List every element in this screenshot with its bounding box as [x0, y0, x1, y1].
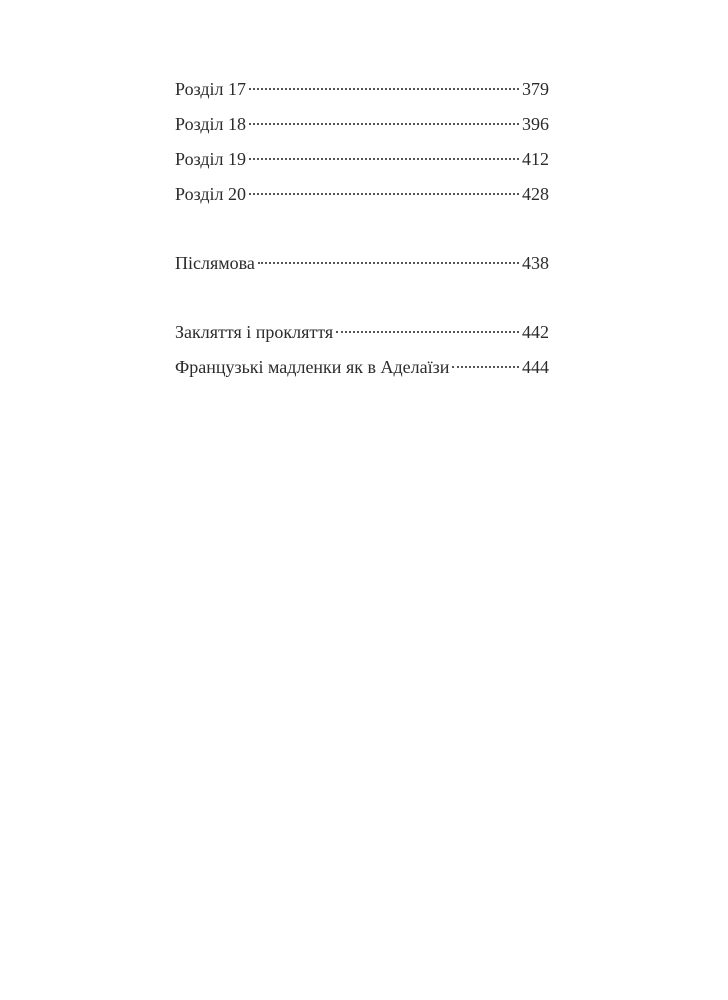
dot-leader [249, 123, 519, 125]
toc-entry[interactable] [175, 177, 549, 212]
toc-entry[interactable] [175, 107, 549, 142]
toc-entry-page: 412 [522, 149, 549, 169]
toc-entry[interactable] [175, 142, 549, 177]
toc-entry[interactable] [175, 246, 549, 281]
toc-entry-page: 444 [522, 357, 549, 377]
toc-entry-page: 428 [522, 184, 549, 204]
toc-entry-title: Французькі мадленки як в Аделаїзи [175, 357, 450, 377]
dot-leader [249, 158, 519, 160]
toc-group-chapters [175, 72, 549, 212]
toc-entry[interactable] [175, 350, 549, 385]
toc-entry-title: Післямова [175, 253, 255, 273]
toc-group-appendix [175, 315, 549, 385]
toc-entry[interactable] [175, 72, 549, 107]
toc-entry-title: Розділ 17 [175, 79, 246, 99]
toc-entry-page: 442 [522, 322, 549, 342]
toc-entry-title: Розділ 18 [175, 114, 246, 134]
toc-entry-page: 379 [522, 79, 549, 99]
toc-entry-page: 438 [522, 253, 549, 273]
toc-entry[interactable] [175, 315, 549, 350]
table-of-contents [175, 72, 549, 385]
toc-entry-page: 396 [522, 114, 549, 134]
dot-leader [249, 88, 519, 90]
dot-leader [249, 193, 519, 195]
toc-entry-title: Розділ 19 [175, 149, 246, 169]
toc-group-afterword [175, 246, 549, 281]
dot-leader [336, 331, 519, 333]
toc-entry-title: Розділ 20 [175, 184, 246, 204]
toc-entry-title: Закляття і прокляття [175, 322, 334, 342]
dot-leader [452, 366, 519, 368]
dot-leader [258, 262, 519, 264]
